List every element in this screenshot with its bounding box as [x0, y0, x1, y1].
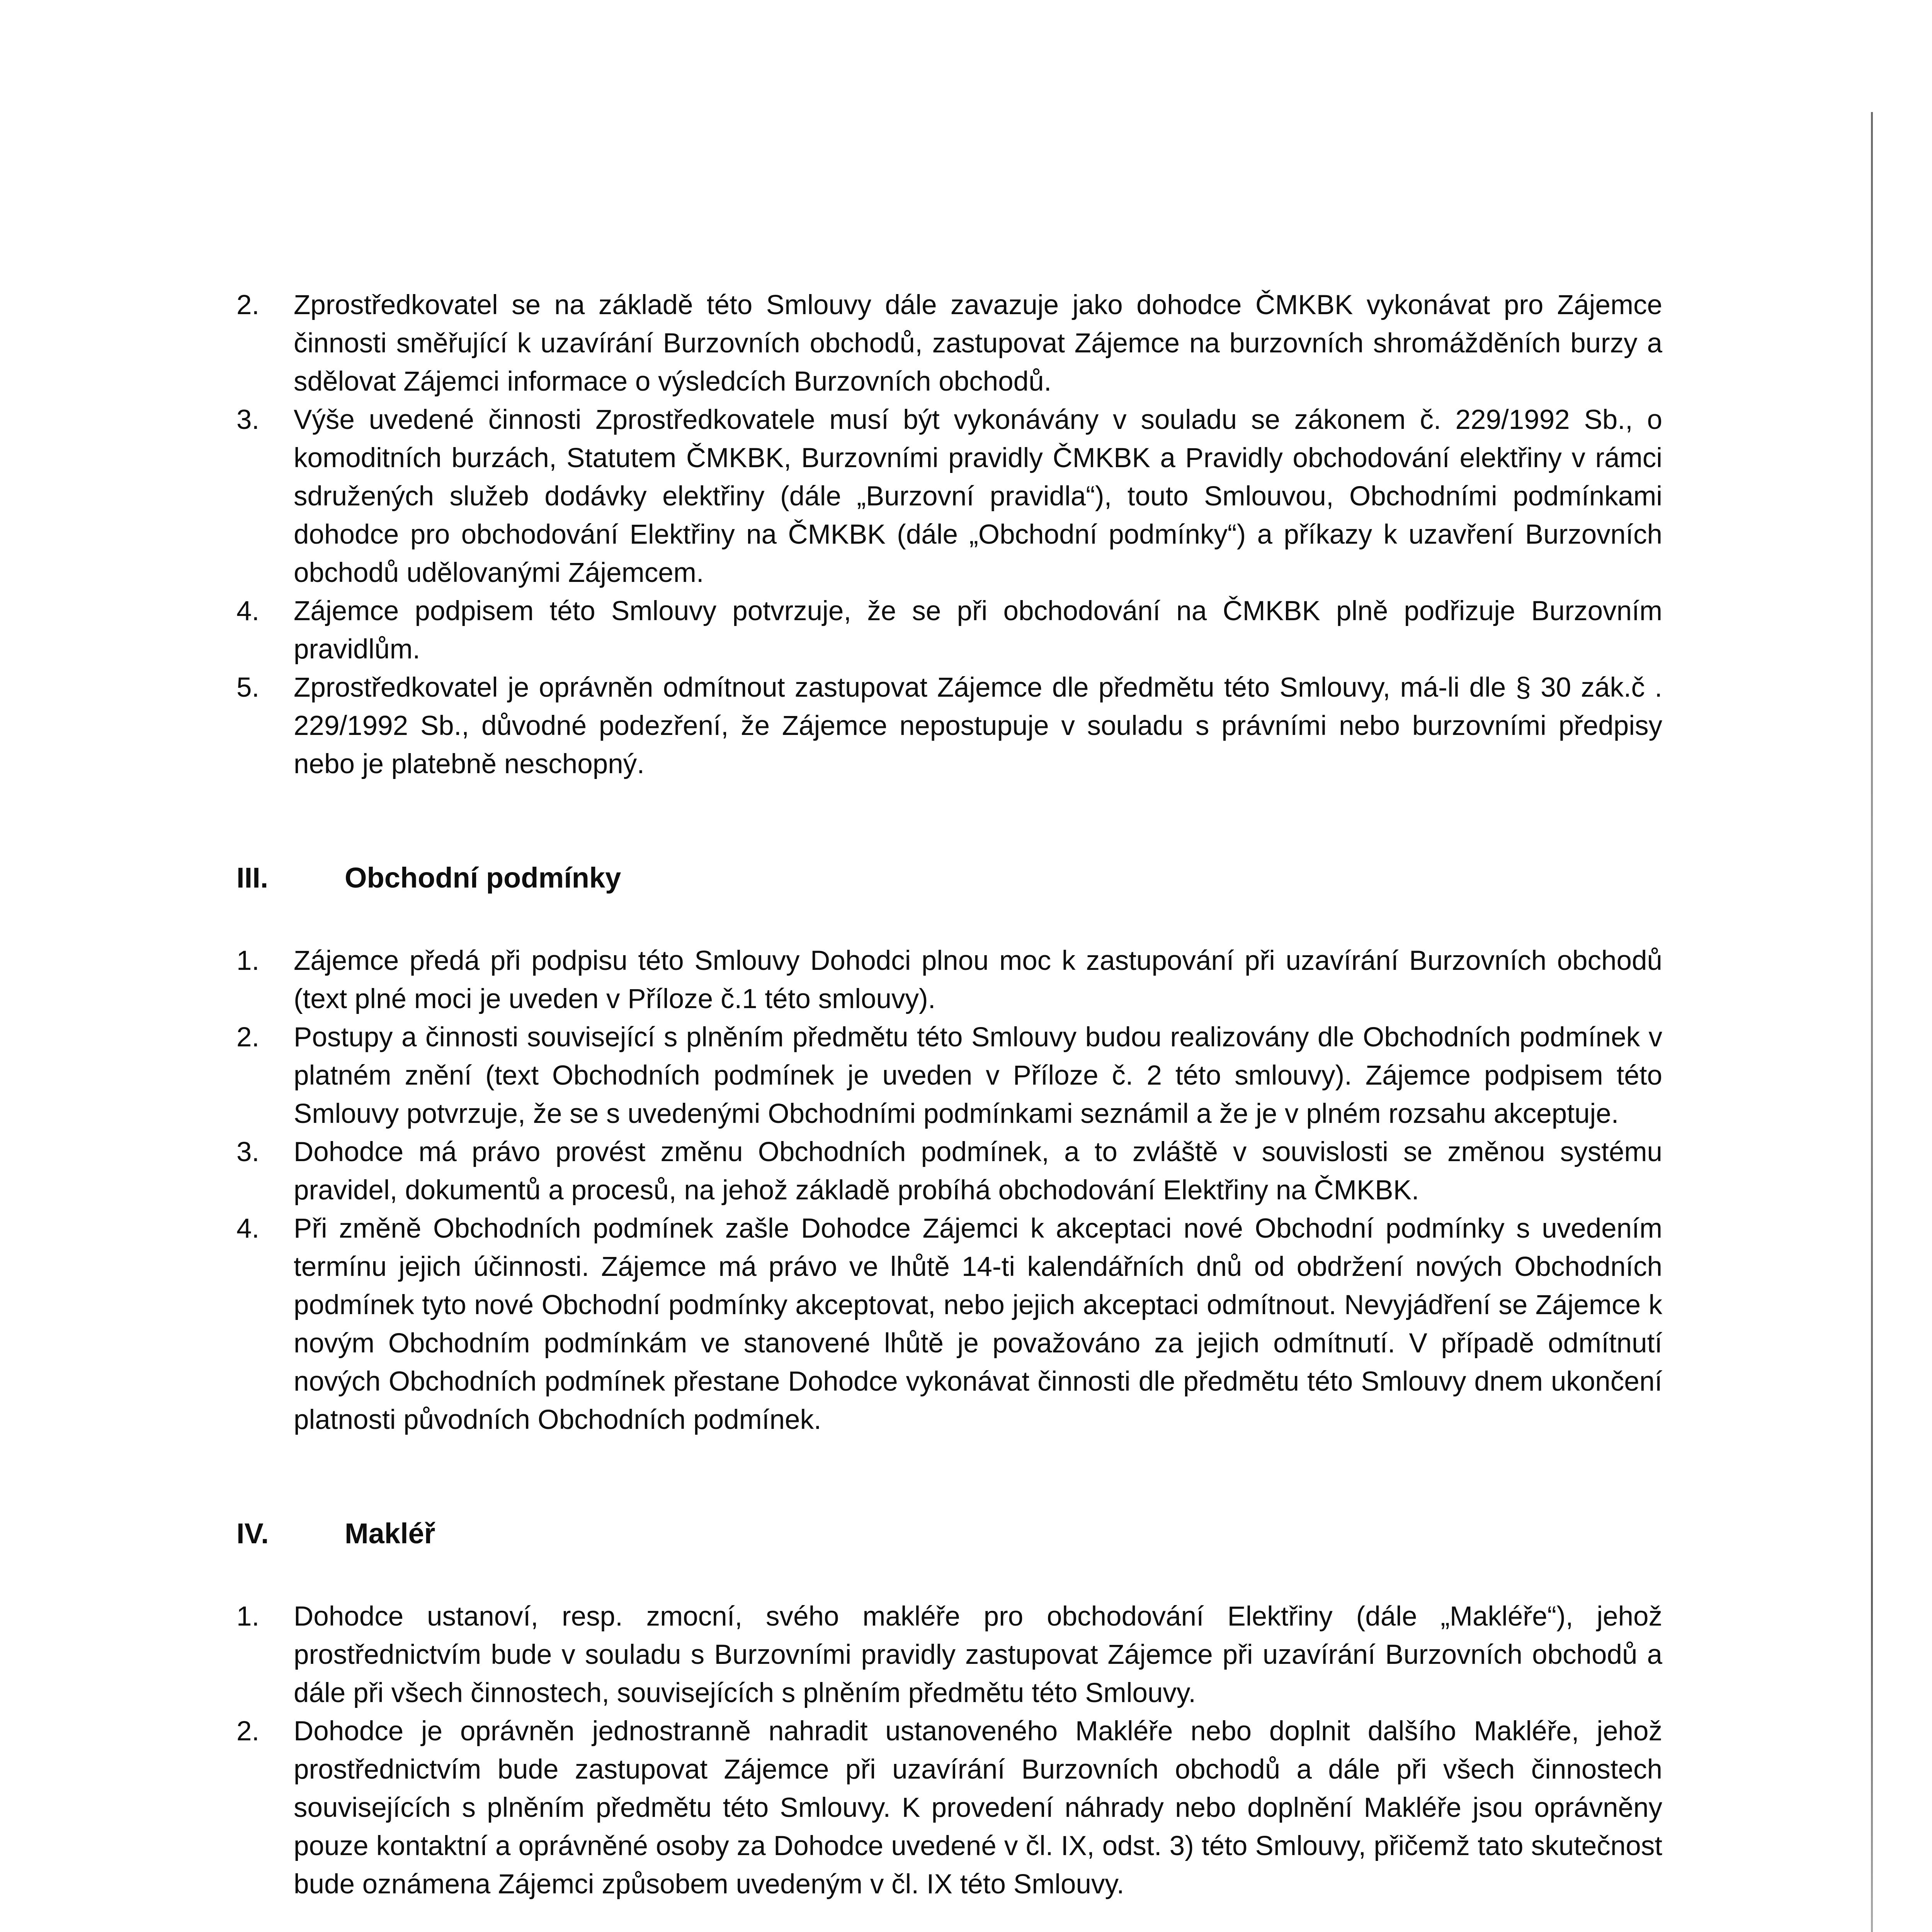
item-number: 3. — [236, 405, 260, 435]
section-makler — [236, 1597, 1662, 1903]
list-item — [236, 942, 1662, 1018]
item-text: Dohodce ustanoví, resp. zmocní, svého makléře pro obchodování Elektřiny (dále „Makléře“), jehož prostřednictvím bude v souladu s Burzovními pravidly zastupovat Zájemce při uzavírání Burzovních obchodů a dále při všech činnostech, souvisejících s plněním předmětu této Smlouvy. — [294, 1601, 1662, 1708]
item-text: Zájemce podpisem této Smlouvy potvrzuje, že se při obchodování na ČMKBK plně podřizuje Burzovním pravidlům. — [294, 596, 1662, 665]
item-number: 3. — [236, 1137, 260, 1167]
list-item — [236, 668, 1662, 783]
item-number: 5. — [236, 672, 260, 703]
section-heading-iii — [236, 857, 1662, 899]
section-number: IV. — [236, 1517, 269, 1549]
section-title: Obchodní podmínky — [345, 862, 621, 894]
list-item — [236, 1018, 1662, 1133]
item-text: Zprostředkovatel se na základě této Smlouvy dále zavazuje jako dohodce ČMKBK vykonávat pro Zájemce činnosti směřující k uzavírání Burzovních obchodů, zastupovat Zájemce na burzovních shromážděních burzy a sdělovat Zájemci informace o výsledcích Burzovních obchodů. — [294, 290, 1662, 397]
spacer — [236, 1439, 1662, 1512]
list-item — [236, 1209, 1662, 1439]
list-item — [236, 286, 1662, 401]
item-number: 1. — [236, 1601, 260, 1632]
list-item — [236, 1133, 1662, 1209]
list-item — [236, 1712, 1662, 1903]
list-item — [236, 401, 1662, 592]
item-number: 2. — [236, 1022, 260, 1053]
item-text: Při změně Obchodních podmínek zašle Dohodce Zájemci k akceptaci nové Obchodní podmínky s uvedením termínu jejich účinnosti. Zájemce má právo ve lhůtě 14-ti kalendářních dnů od obdržení nových Obchodních podmínek tyto nové Obchodní podmínky akceptovat, nebo jejich akceptaci odmítnout. Nevyjádření se Zájemce k novým Obchodním podmínkám ve stanovené lhůtě je považováno za jejich odmítnutí. V případě odmítnutí nových Obchodních podmínek přestane Dohodce vykonávat činnosti dle předmětu této Smlouvy dnem ukončení platnosti původních Obchodních podmínek. — [294, 1213, 1662, 1435]
item-text: Dohodce má právo provést změnu Obchodních podmínek, a to zvláště v souvislosti se změnou systému pravidel, dokumentů a procesů, na jehož základě probíhá obchodování Elektřiny na ČMKBK. — [294, 1137, 1662, 1206]
list-item — [236, 592, 1662, 668]
spacer — [236, 899, 1662, 942]
spacer — [236, 1555, 1662, 1597]
item-text: Zprostředkovatel je oprávněn odmítnout zastupovat Zájemce dle předmětu této Smlouvy, má-li dle § 30 zák.č . 229/1992 Sb., důvodné podezření, že Zájemce nepostupuje v souladu s právními nebo burzovními předpisy nebo je platebně neschopný. — [294, 672, 1662, 779]
document-body — [236, 286, 1662, 1932]
item-number: 2. — [236, 290, 260, 320]
item-text: Postupy a činnosti související s plněním předmětu této Smlouvy budou realizovány dle Obchodních podmínek v platném znění (text Obchodních podmínek je uveden v Příloze č. 2 této smlouvy). Zájemce podpisem této Smlouvy potvrzuje, že se s uvedenými Obchodními podmínkami seznámil a že je v plném rozsahu akceptuje. — [294, 1022, 1662, 1129]
spacer — [236, 1903, 1662, 1932]
section-heading-iv — [236, 1512, 1662, 1555]
item-text: Dohodce je oprávněn jednostranně nahradit ustanoveného Makléře nebo doplnit dalšího Makléře, jehož prostřednictvím bude zastupovat Zájemce při uzavírání Burzovních obchodů a dále při všech činnostech souvisejících s plněním předmětu této Smlouvy. K provedení náhrady nebo doplnění Makléře jsou oprávněny pouze kontaktní a oprávněné osoby za Dohodce uvedené v čl. IX, odst. 3) této Smlouvy, přičemž tato skutečnost bude oznámena Zájemci způsobem uvedeným v čl. IX této Smlouvy. — [294, 1716, 1662, 1900]
item-text: Zájemce předá při podpisu této Smlouvy Dohodci plnou moc k zastupování při uzavírání Burzovních obchodů (text plné moci je uveden v Příloze č.1 této smlouvy). — [294, 946, 1662, 1014]
item-text: Výše uvedené činnosti Zprostředkovatele musí být vykonávány v souladu se zákonem č. 229/1992 Sb., o komoditních burzách, Statutem ČMKBK, Burzovními pravidly ČMKBK a Pravidly obchodování elektřiny v rámci sdružených služeb dodávky elektřiny (dále „Burzovní pravidla“), touto Smlouvou, Obchodními podmínkami dohodce pro obchodování Elektřiny na ČMKBK (dále „Obchodní podmínky“) a příkazy k uzavření Burzovních obchodů udělovanými Zájemcem. — [294, 405, 1662, 588]
section-title: Makléř — [345, 1517, 435, 1549]
spacer — [236, 783, 1662, 857]
section-continued — [236, 286, 1662, 783]
item-number: 4. — [236, 596, 260, 626]
section-obchodni-podminky — [236, 942, 1662, 1439]
list-item — [236, 1597, 1662, 1712]
item-number: 2. — [236, 1716, 260, 1747]
scan-edge-line — [1871, 112, 1873, 1932]
item-number: 4. — [236, 1213, 260, 1244]
item-number: 1. — [236, 946, 260, 976]
section-number: III. — [236, 862, 269, 894]
